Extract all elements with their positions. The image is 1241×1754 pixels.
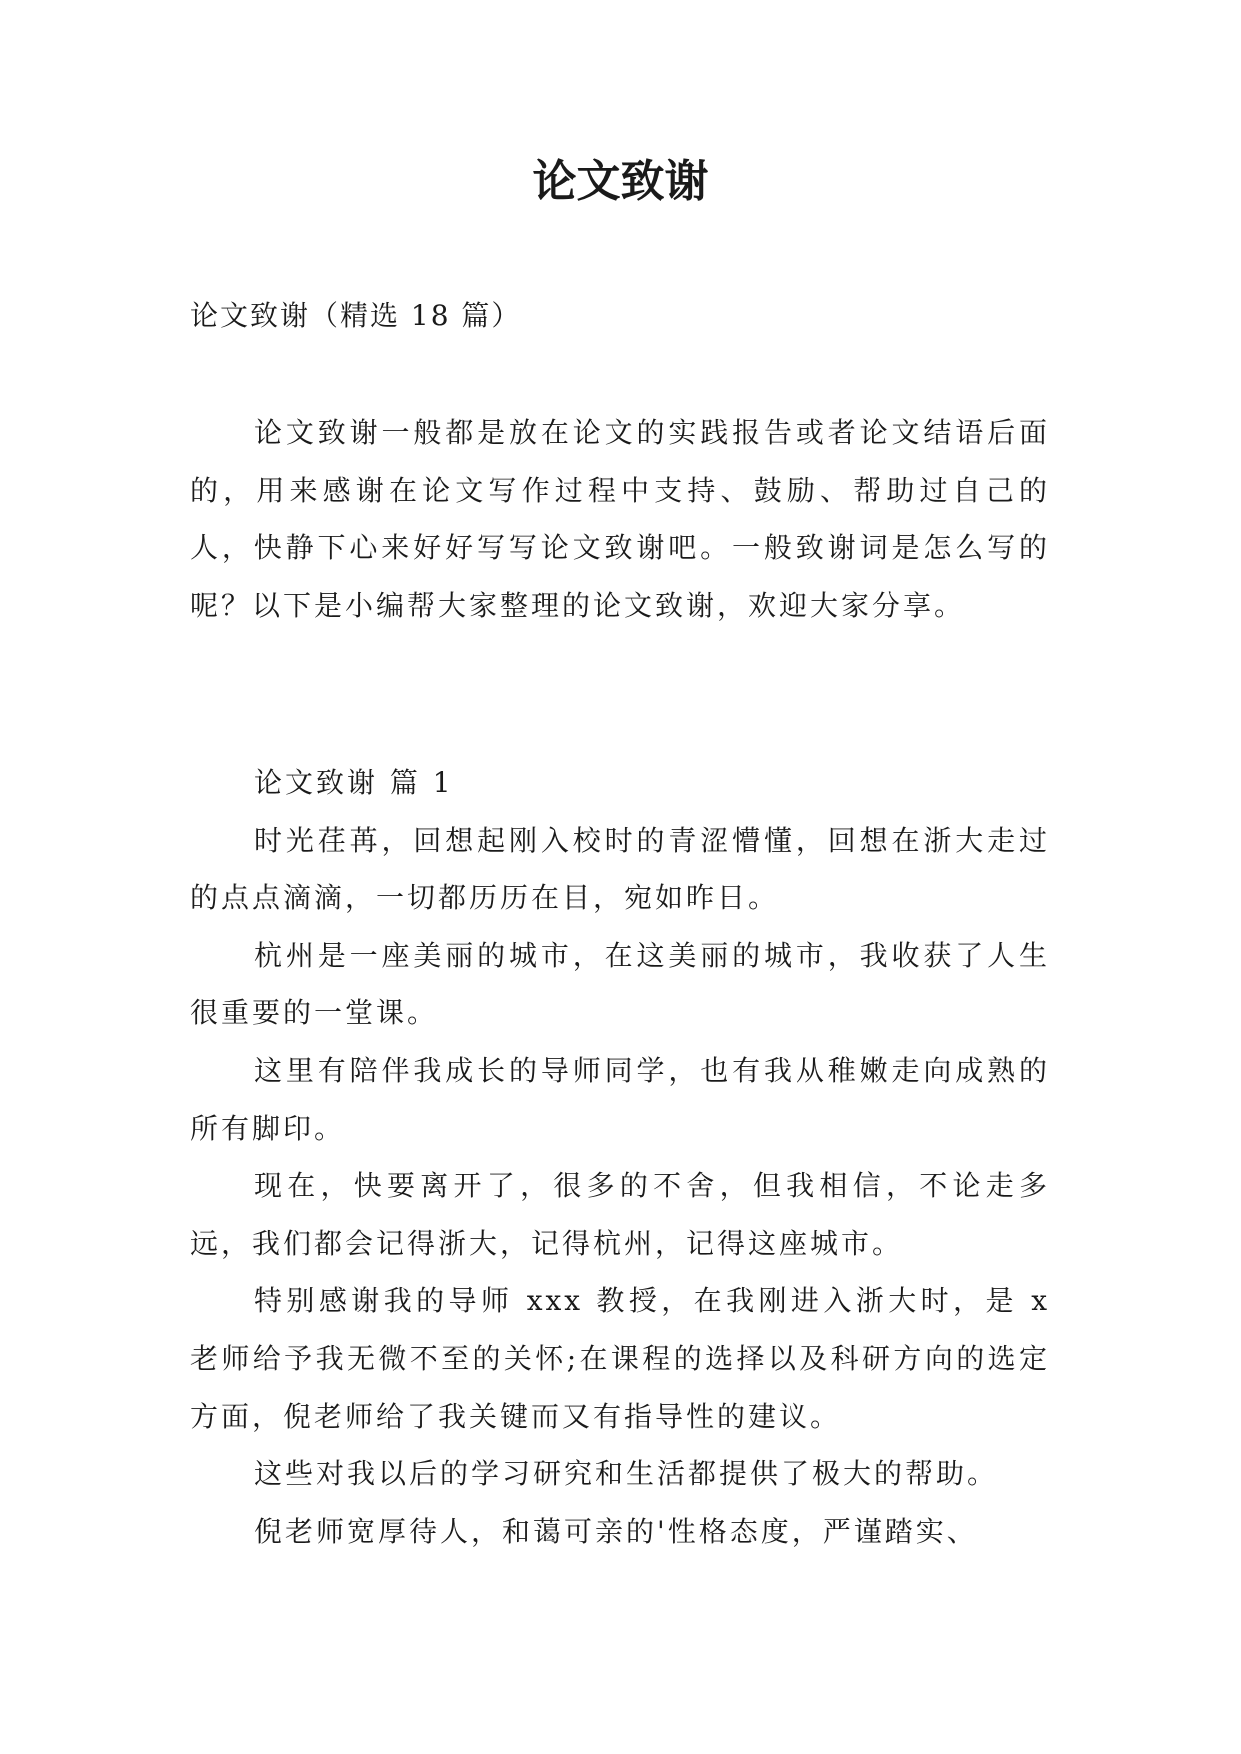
section-1 <box>190 754 1050 1560</box>
document-subtitle: 论文致谢（精选 18 篇） <box>190 299 522 332</box>
body-paragraph: 杭州是一座美丽的城市，在这美丽的城市，我收获了人生很重要的一堂课。 <box>190 938 1050 1030</box>
intro-paragraph: 论文致谢一般都是放在论文的实践报告或者论文结语后面的，用来感谢在论文写作过程中支持、鼓励、帮助过自己的人，快静下心来好好写写论文致谢吧。一般致谢词是怎么写的呢？以下是小编帮大家整理的论文致谢，欢迎大家分享。 <box>190 416 1050 622</box>
body-paragraph: 这些对我以后的学习研究和生活都提供了极大的帮助。 <box>254 1457 999 1491</box>
section-heading: 论文致谢 篇 1 <box>254 766 454 799</box>
body-paragraph: 这里有陪伴我成长的导师同学，也有我从稚嫩走向成熟的所有脚印。 <box>190 1053 1050 1145</box>
body-paragraph: 时光荏苒，回想起刚入校时的青涩懵懂，回想在浙大走过的点点滴滴，一切都历历在目，宛如昨日。 <box>190 823 1050 915</box>
document-title: 论文致谢 <box>532 156 709 207</box>
body-paragraph: 现在，快要离开了，很多的不舍，但我相信，不论走多远，我们都会记得浙大，记得杭州，记得这座城市。 <box>190 1169 1050 1260</box>
body-paragraph: 倪老师宽厚待人，和蔼可亲的'性格态度，严谨踏实、 <box>254 1514 978 1548</box>
body-paragraph: 特别感谢我的导师 xxx 教授，在我刚进入浙大时，是 x 老师给予我无微不至的关怀;在课程的选择以及科研方向的选定方面，倪老师给了我关键而又有指导性的建议。 <box>190 1284 1050 1433</box>
